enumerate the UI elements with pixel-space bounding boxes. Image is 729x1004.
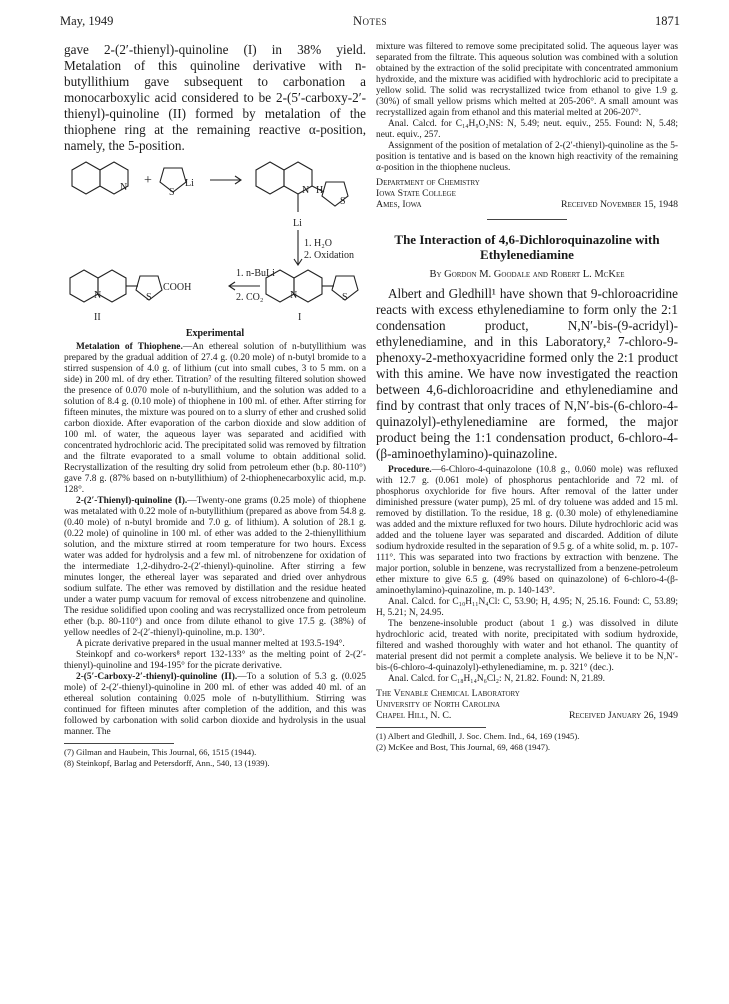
carboxy-text: —To a solution of 5.3 g. (0.025 mole) of 2-(2′-thienyl)-quinoline in 200 ml. of ether was added 40 ml. of an ethereal solution containing 0.025 mole of n-butyllithium. Stirring was continued for fifteen minutes after completion of the addition, and this was followed by carbonation with solid carbon dioxide and hydrolysis in the usual manner. The	[64, 672, 366, 737]
steinkopf-paragraph: Steinkopf and co-workers⁸ report 132-133° as the melting point of 2-(2′-thienyl)-quinoline and 194-195° for the picrate derivative.	[64, 650, 366, 671]
left-paragraph-metalation	[64, 342, 366, 496]
footnote-2: (2) McKee and Bost, This Journal, 69, 468 (1947).	[376, 741, 551, 752]
assignment-paragraph: Assignment of the position of metalation of 2-(2′-thienyl)-quinoline as the 5-position is tentative and is based on the known high reactivity of the remaining α-position in the thiophene nucleus.	[376, 141, 678, 173]
s-atom-label-3: S	[146, 292, 152, 303]
li-label-2: Li	[293, 218, 302, 229]
address-line-4: The Venable Chemical Laboratory	[376, 688, 520, 699]
received-date-2: Received January 26, 1949	[568, 710, 678, 721]
address-block-2	[376, 688, 678, 721]
left-paragraph-thienylquinoline	[64, 496, 366, 639]
n-atom-label: N	[120, 182, 128, 193]
plus-sign: +	[144, 173, 152, 188]
address-received-row-2	[376, 710, 678, 721]
header-date: May, 1949	[60, 14, 114, 28]
carboxy-title: 2-(5′-Carboxy-2′-thienyl)-quinoline (II).	[76, 672, 238, 682]
page-number: 1871	[655, 14, 680, 28]
byline: By Gordon M. Goodale and Robert L. McKee	[429, 269, 625, 280]
n-atom-label-3: N	[94, 290, 102, 301]
s-atom-label-4: S	[342, 292, 348, 303]
thienylquinoline-text: —Twenty-one grams (0.25 mole) of thiophene was metalated with 0.22 mole of n-butyllithium (prepared as above from 54.8 g. (0.40 mole) of n-butyl bromide and 7.0 g. of lithium). A solution of 28.1 g. (0.22 mole) of quinoline in 100 ml. of ether was added to the 2-thienyllithium solution, and the mixture stirred at room temperature for two hours. Excess water was added for hydrolysis and a few ml. of nitrobenzene for oxidation of the intermediate 1,2-dihydro-2-(2′-thienyl)-quinoline. After stirring a few minutes longer, the ethereal layer was separated and dried over anhydrous sodium sulfate. The ether was removed by distillation and the residue heated under a water pump vacuum for removal of excess nitrobenzene and quinoline. The residue solidified upon cooling and was recrystallized once from petroleum ether (b.p. 80-110°) and once from dilute ethanol to give 17.5 g. (38%) of yellow needles of 2-(2′-thienyl)-quinoline, m.p. 130°.	[64, 496, 366, 638]
carboxyl-label: COOH	[163, 282, 192, 293]
left-paragraph-carboxy	[64, 672, 366, 738]
step-oxidation: 2. Oxidation	[304, 250, 354, 261]
footnote-7: (7) Gilman and Haubein, This Journal, 66, 1515 (1944).	[64, 747, 257, 757]
thienylquinoline-title: 2-(2′-Thienyl)-quinoline (I).	[76, 496, 188, 506]
left-column	[64, 42, 366, 768]
footnote-8: (8) Steinkopf, Barlag and Petersdorff, Ann., 540, 13 (1939).	[64, 757, 270, 768]
compound-label-II: II	[94, 312, 101, 323]
analysis-1: Anal. Calcd. for C₁₄H₉O₂NS: N, 5.49; neut. equiv., 255. Found: N, 5.48; neut. equiv., 257.	[376, 119, 678, 140]
address-block-1	[376, 177, 678, 210]
picrate-paragraph: A picrate derivative prepared in the usual manner melted at 193.5-194°.	[76, 639, 345, 649]
address-line-5: University of North Carolina	[376, 699, 501, 710]
analysis-2: Anal. Calcd. for C₁₀H₁₁N₄Cl: C, 53.90; H, 4.95; N, 25.16. Found: C, 53.89; H, 5.21; N, 24.95.	[376, 597, 678, 618]
procedure-paragraph	[376, 465, 678, 597]
procedure-title: Procedure.	[388, 465, 432, 475]
footnote-1: (1) Albert and Gledhill, J. Soc. Chem. Ind., 64, 169 (1945).	[376, 731, 580, 741]
address-line-1: Department of Chemistry	[376, 177, 480, 188]
address-line-2: Iowa State College	[376, 188, 456, 199]
article-title: The Interaction of 4,6-Dichloroquinazoline with Ethylenediamine	[394, 232, 660, 262]
header-section: Notes	[352, 14, 388, 28]
address-line-3: Ames, Iowa	[376, 199, 422, 210]
footnote-divider-2	[376, 727, 486, 728]
analysis-3: Anal. Calcd. for C₁₈H₁₄N₆Cl₂: N, 21.82. Found: N, 21.89.	[388, 674, 605, 684]
metalation-title: Metalation of Thiophene.	[76, 342, 183, 352]
li-label: Li	[185, 178, 194, 189]
step-carbon-dioxide: 2. CO₂	[236, 292, 264, 303]
article-divider	[487, 219, 567, 220]
reaction-scheme	[64, 158, 366, 326]
address-line-6: Chapel Hill, N. C.	[376, 710, 452, 721]
procedure-text: —6-Chloro-4-quinazolone (10.8 g., 0.060 mole) was refluxed with 12.7 g. (0.061 mole) of phosphorus pentachloride and 72 ml. of phosphorus oxychloride for five hours. After removal of the latter under diminished pressure (water pump), 25 ml. of dry toluene was added and 15 ml. removed by distillation. To the residue, 18 g. (0.30 mole) of ethylenediamine was added and the mixture refluxed for two hours. Dilute hydrochloric acid was added and the toluene layer was separated and discarded. Addition of dilute sodium hydroxide resulted in the separation of 9.5 g. of a white solid, m. p. 107-111°. This was separated into two fractions by extraction with benzene. The major portion, soluble in benzene, was recrystallized from a benzene-petroleum ether mixture to give 6.5 g. (49% based on quinazolone) of 6-chloro-4-(β-aminoethylamino)-quinazoline, m. p. 140-143°.	[376, 465, 678, 596]
s-atom-label-2: S	[340, 196, 346, 207]
insoluble-paragraph: The benzene-insoluble product (about 1 g.) was dissolved in dilute hydrochloric acid, treated with norite, precipitated with sodium hydroxide, filtered and washed thoroughly with water and hot ethanol. The quantity of material present did not permit a complete analysis. We believe it to be N,N′-bis-(6-chloro-4-quinazolyl)-ethylenediamine, m. p. 321° (dec.).	[376, 619, 678, 673]
step-butyllithium: 1. n-BuLi	[236, 268, 275, 279]
experimental-heading: Experimental	[185, 328, 245, 339]
step-hydrolysis: 1. H₂O	[304, 238, 332, 249]
running-header	[60, 14, 680, 30]
left-intro-paragraph: gave 2-(2′-thienyl)-quinoline (I) in 38% yield. Metalation of this quinoline derivative with n-butyllithium gave subsequent to carbonation a monocarboxylic acid considered to be 2-(5′-carboxy-2′-thienyl)-quinoline (II) formed by metalation of the thiophene ring at the remaining reactive α-position, namely, the 5-position.	[64, 42, 366, 153]
compound-label-I: I	[298, 312, 302, 323]
s-atom-label: S	[169, 187, 175, 198]
article-intro: Albert and Gledhill¹ have shown that 9-chloroacridine reacts with excess ethylenediamine to form only the 2:1 condensation product, N,N′-bis-(9-acridyl)-ethylenediamine, and in this Laboratory,² 7-chloro-9-phenoxy-2-methoxyacridine formed only the 2:1 product with this amine. We have now investigated the reaction between 4,6-dichloroacridine and ethylenediamine and find by contrast that only traces of N,N′-bis-(6-chloro-4-quinazolyl)-ethylenediamine are formed, the major product being the 1:1 condensation product, 6-chloro-4-(β-aminoethylamino)-quinazoline.	[376, 286, 678, 461]
metalation-text: —An ethereal solution of n-butyllithium was prepared by the gradual addition of 27.4 g. (0.20 mole) of n-butyl bromide to a stirred suspension of 4.0 g. of lithium (cut into small cubes, 3 to 5 mm. on a side) in 200 ml. of dry ether. Titration⁷ of the resulting filtered solution showed the presence of 0.070 mole of n-butyllithium, and the solution was added to a solution of 8.4 g. (0.10 mole) of thiophene in 100 ml. of ether. After stirring for fifteen minutes, the mixture was poured on to a slurry of ether and crushed solid carbon dioxide. After evaporation of the carbon dioxide and slow addition of 100 ml. of water, the aqueous layer was separated and acidified with concentrated hydrochloric acid. The precipitated solid was removed by filtration and the filtrate evaporated to a small volume to obtain additional solid. Recrystallization of the resulting dry solid from petroleum ether (b.p. 80-110°) gave 7.8 g. (87% based on n-butyllithium) of 2-thiophenecarboxylic acid, m.p. 128°.	[64, 342, 366, 495]
address-received-row-1	[376, 199, 678, 210]
received-date-1: Received November 15, 1948	[561, 199, 678, 210]
right-continuation-paragraph: mixture was filtered to remove some precipitated solid. The aqueous layer was separated from the filtrate. This aqueous solution was combined with a solution obtained by the extraction of the solid precipitate with concentrated ammonium hydroxide, and the mixture was acidified with hydrochloric acid to precipitate a yellow solid. The solid was recrystallized twice from ethanol to give 1.9 g. (30%) of small yellow prisms which melted at 205-206°. A small amount was recrystallized again from ethanol and this material melted at 206-207°.	[376, 42, 678, 118]
n-atom-label-2: N	[302, 185, 310, 196]
n-atom-label-4: N	[290, 290, 298, 301]
footnote-divider	[64, 743, 174, 744]
right-column	[376, 42, 678, 752]
h-atom-label: H	[316, 185, 324, 196]
